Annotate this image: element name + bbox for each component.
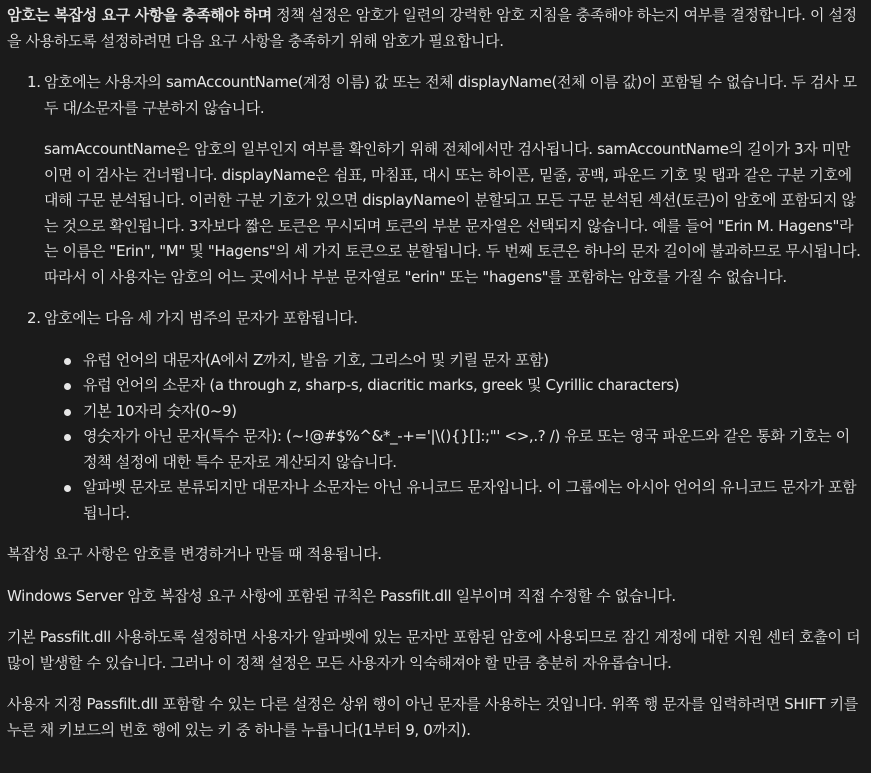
requirement-number: 2. xyxy=(27,309,41,327)
bullet-icon xyxy=(64,409,71,416)
paragraph-passfilt-rules: Windows Server 암호 복잡성 요구 사항에 포함된 규칙은 Passfilt.dll 일부이며 직접 수정할 수 없습니다. xyxy=(7,586,676,605)
paragraph-passfilt-default: 기본 Passfilt.dll 사용하도록 설정하면 사용자가 알파벳에 있는 문자만 포함된 암호에 사용되므로 잠긴 계정에 대한 지원 센터 호출이 더 많이 발생할 수 있습니다. 그러나 이 정책 설정은 모든 사용자가 익숙해져야 할 만큼 충분히 자유롭습니다. xyxy=(7,628,861,672)
requirement-detail: samAccountName은 암호의 일부인지 여부를 확인하기 위해 전체에서만 검사됩니다. samAccountName의 길이가 3자 미만이면 이 검사는 건너뜁니다. displayName은 쉼표, 마침표, 대시 또는 하이픈, 밑줄, 공백, 파운드 기호 및 탭과 같은 구분 기호에 대해 구문 분석됩니다. 이러한 구분 기호가 있으면 displayName이 분할되고 모든 구문 분석된 섹션(토큰)이 암호에 포함되지 않는 것으로 확인됩니다. 3자보다 짧은 토큰은 무시되며 토큰의 부분 문자열은 선택되지 않습니다. 예를 들어 "Erin M. Hagens"라는 이름은 "Erin", "M" 및 "Hagens"의 세 가지 토큰으로 분할됩니다. 두 번째 토큰은 하나의 문자 길이에 불과하므로 무시됩니다. 따라서 이 사용자는 암호의 어느 곳에서나 부분 문자열로 "erin" 또는 "hagens"를 포함하는 암호를 가질 수 없습니다. xyxy=(44,140,861,286)
category-text: 영숫자가 아닌 문자(특수 문자): (~!@#$%^&*_-+='|\(){}[]:;"' <>,.? /) 유로 또는 영국 파운드와 같은 통화 기호는 이 정책 설정에 대한 특수 문자로 계산되지 않습니다. xyxy=(83,427,850,471)
bullet-icon xyxy=(64,383,71,390)
category-text: 유럽 언어의 소문자 (a through z, sharp-s, diacritic marks, greek 및 Cyrillic characters) xyxy=(83,376,680,394)
list-item xyxy=(44,348,864,374)
paragraph-complexity-applies: 복잡성 요구 사항은 암호를 변경하거나 만들 때 적용됩니다. xyxy=(7,545,382,563)
category-text: 알파벳 문자로 분류되지만 대문자나 소문자는 아닌 유니코드 문자입니다. 이 그룹에는 아시아 언어의 유니코드 문자가 포함됩니다. xyxy=(83,478,857,522)
requirement-item-1 xyxy=(7,70,864,290)
category-text: 유럽 언어의 대문자(A에서 Z까지, 발음 기호, 그리스어 및 키릴 문자 포함) xyxy=(83,350,549,369)
bullet-icon xyxy=(64,485,71,492)
paragraph-passfilt-custom: 사용자 지정 Passfilt.dll 포함할 수 있는 다른 설정은 상위 행이 아닌 문자를 사용하는 것입니다. 위쪽 행 문자를 입력하려면 SHIFT 키를 누른 채 키보드의 번호 행에 있는 키 중 하나를 누릅니다(1부터 9, 0까지). xyxy=(7,695,858,739)
bullet-icon xyxy=(64,434,71,441)
list-item xyxy=(44,424,864,475)
requirement-text: 암호에는 다음 세 가지 범주의 문자가 포함됩니다. xyxy=(44,309,358,327)
list-item xyxy=(44,399,864,425)
requirements-list xyxy=(7,70,864,526)
requirement-text: 암호에는 사용자의 samAccountName(계정 이름) 값 또는 전체 displayName(전체 이름 값)이 포함될 수 없습니다. 두 검사 모두 대/소문자를 구분하지 않습니다. xyxy=(44,73,857,117)
character-categories-list xyxy=(44,348,864,527)
list-item xyxy=(44,373,864,399)
list-item xyxy=(44,475,864,526)
category-text: 기본 10자리 숫자(0~9) xyxy=(83,401,237,420)
requirement-item-2 xyxy=(7,306,864,526)
intro-paragraph xyxy=(7,0,864,54)
intro-text: 정책 설정은 암호가 일련의 강력한 암호 지침을 충족해야 하는지 여부를 결정합니다. 이 설정을 사용하도록 설정하려면 다음 요구 사항을 충족하기 위해 암호가 필요합니다. xyxy=(7,6,857,50)
intro-bold-phrase: 암호는 복잡성 요구 사항을 충족해야 하며 xyxy=(7,6,272,24)
bullet-icon xyxy=(64,358,71,365)
requirement-number: 1. xyxy=(27,73,41,91)
